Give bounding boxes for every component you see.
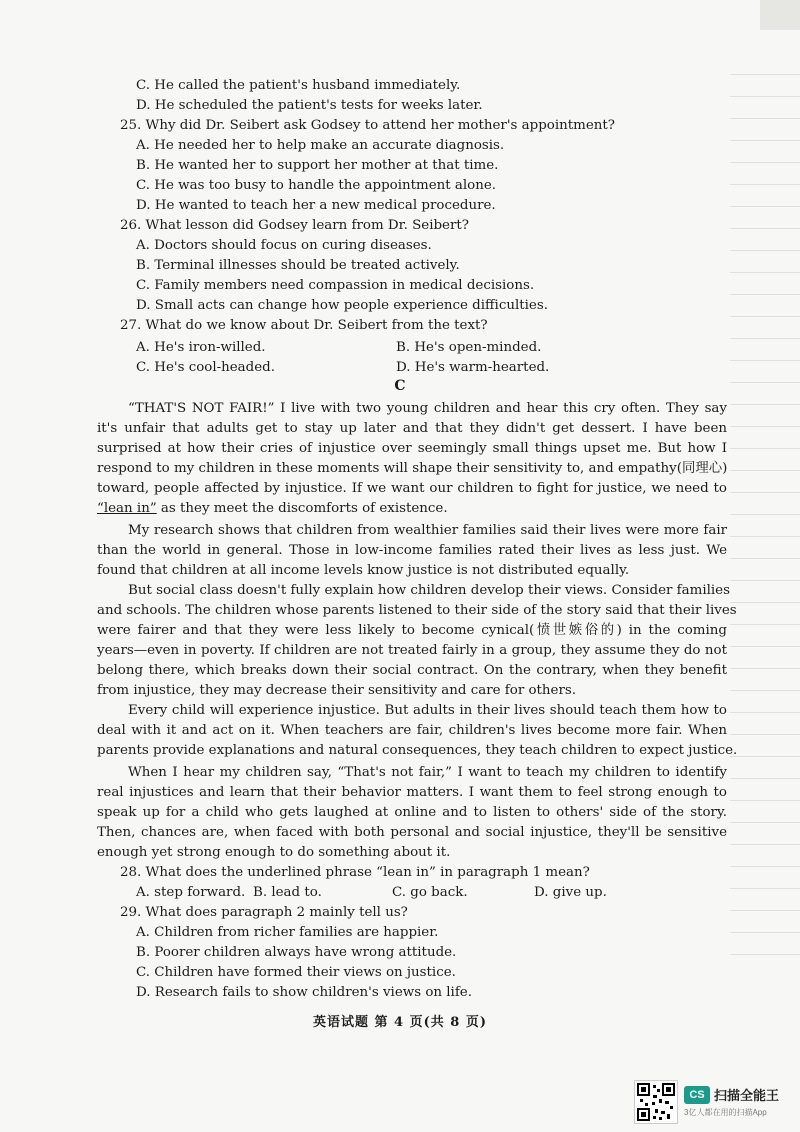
qr-code-icon — [634, 1080, 678, 1124]
q25-option-b: B. He wanted her to support her mother at that time. — [136, 158, 499, 173]
p3-line-5: belong there, which breaks down their social contract. On the contrary, when they benefit — [97, 663, 727, 678]
scanner-badge — [634, 1080, 784, 1122]
page-footer: 英语试题 第 4 页(共 8 页) — [312, 1015, 488, 1030]
p4-line-1: Every child will experience injustice. But adults in their lives should teach them how to — [128, 703, 727, 718]
scanner-tagline: 3亿人都在用的扫描App — [684, 1108, 767, 1117]
q27-option-c: C. He's cool-headed. — [136, 360, 275, 375]
q28-option-c: C. go back. — [392, 885, 468, 900]
q26-option-b: B. Terminal illnesses should be treated actively. — [136, 258, 460, 273]
p3-line-4: years—even in poverty. If children are not treated fairly in a group, they assume they do not — [97, 643, 727, 658]
camscanner-logo: CS — [684, 1086, 710, 1104]
q26-option-d: D. Small acts can change how people experience difficulties. — [136, 298, 548, 313]
q24-option-c: C. He called the patient's husband immediately. — [136, 78, 461, 93]
q29-option-d: D. Research fails to show children's views on life. — [136, 985, 472, 1000]
p5-line-4: Then, chances are, when faced with both personal and social injustice, they'll be sensitive — [97, 825, 727, 840]
p1-line-1: “THAT'S NOT FAIR!” I live with two young children and hear this cry often. They say — [128, 401, 727, 416]
q27-stem: 27. What do we know about Dr. Seibert from the text? — [120, 318, 488, 333]
p1-line-3: surprised at how their cries of injustice over seemingly small things upset me. But how I — [97, 441, 727, 456]
q29-option-a: A. Children from richer families are happier. — [136, 925, 439, 940]
page-fold-shadow — [760, 0, 800, 30]
p1-line-2: it's unfair that adults get to stay up later and that they didn't get dessert. I have been — [97, 421, 727, 436]
q27-option-d: D. He's warm-hearted. — [396, 360, 550, 375]
q27-option-b: B. He's open-minded. — [396, 340, 542, 355]
q28-option-a: A. step forward. — [136, 885, 246, 900]
q27-option-a: A. He's iron-willed. — [136, 340, 266, 355]
section-letter: C — [394, 378, 406, 394]
q29-option-c: C. Children have formed their views on justice. — [136, 965, 456, 980]
p3-line-2: and schools. The children whose parents listened to their side of the story said that their lives — [97, 603, 737, 618]
p5-line-3: speak up for a child who gets laughed at online and to listen to others' side of the story. — [97, 805, 727, 820]
p1-line-5: toward, people affected by injustice. If we want our children to fight for justice, we need to — [97, 481, 727, 496]
q29-stem: 29. What does paragraph 2 mainly tell us? — [120, 905, 408, 920]
p5-line-5: enough yet strong enough to do something about it. — [97, 845, 451, 860]
p2-line-3: found that children at all income levels know justice is not distributed equally. — [97, 563, 630, 578]
p3-line-6: from injustice, they may decrease their sensitivity and care for others. — [97, 683, 576, 698]
p2-line-2: than the world in general. Those in low-income families rated their lives as less just. We — [97, 543, 727, 558]
q26-option-c: C. Family members need compassion in medical decisions. — [136, 278, 535, 293]
scanner-app-name: 扫描全能王 — [714, 1088, 780, 1103]
p1-line-6 — [97, 501, 727, 517]
p5-line-2: real injustices and learn that their behavior matters. I want them to feel strong enough to — [97, 785, 727, 800]
q28-stem: 28. What does the underlined phrase “lean in” in paragraph 1 mean? — [120, 865, 590, 880]
p4-line-3: parents provide explanations and natural consequences, they teach children to expect justice. — [97, 743, 738, 758]
p5-line-1: When I hear my children say, “That's not fair,” I want to teach my children to identify — [128, 765, 727, 780]
p1-line-6-rest: as they meet the discomforts of existence. — [156, 501, 448, 516]
q28-option-d: D. give up. — [534, 885, 607, 900]
lean-in-underlined-phrase: “lean in” — [97, 501, 157, 516]
q26-option-a: A. Doctors should focus on curing diseases. — [136, 238, 432, 253]
q25-stem: 25. Why did Dr. Seibert ask Godsey to attend her mother's appointment? — [120, 118, 615, 133]
q25-option-d: D. He wanted to teach her a new medical procedure. — [136, 198, 496, 213]
p4-line-2: deal with it and act on it. When teachers are fair, children's lives become more fair. When — [97, 723, 727, 738]
p1-line-4: respond to my children in these moments will shape their sensitivity to, and empathy(同理心) — [97, 461, 728, 476]
p3-line-1: But social class doesn't fully explain how children develop their views. Consider families — [128, 583, 730, 598]
q25-option-c: C. He was too busy to handle the appointment alone. — [136, 178, 497, 193]
q25-option-a: A. He needed her to help make an accurate diagnosis. — [136, 138, 505, 153]
q28-option-b: B. lead to. — [253, 885, 322, 900]
bleed-through-text — [730, 60, 800, 960]
p2-line-1: My research shows that children from wealthier families said their lives were more fair — [128, 523, 727, 538]
q24-option-d: D. He scheduled the patient's tests for weeks later. — [136, 98, 483, 113]
q29-option-b: B. Poorer children always have wrong attitude. — [136, 945, 457, 960]
q26-stem: 26. What lesson did Godsey learn from Dr. Seibert? — [120, 218, 469, 233]
p3-line-3: were fairer and that they were less likely to become cynical(愤世嫉俗的) in the coming — [97, 623, 727, 638]
